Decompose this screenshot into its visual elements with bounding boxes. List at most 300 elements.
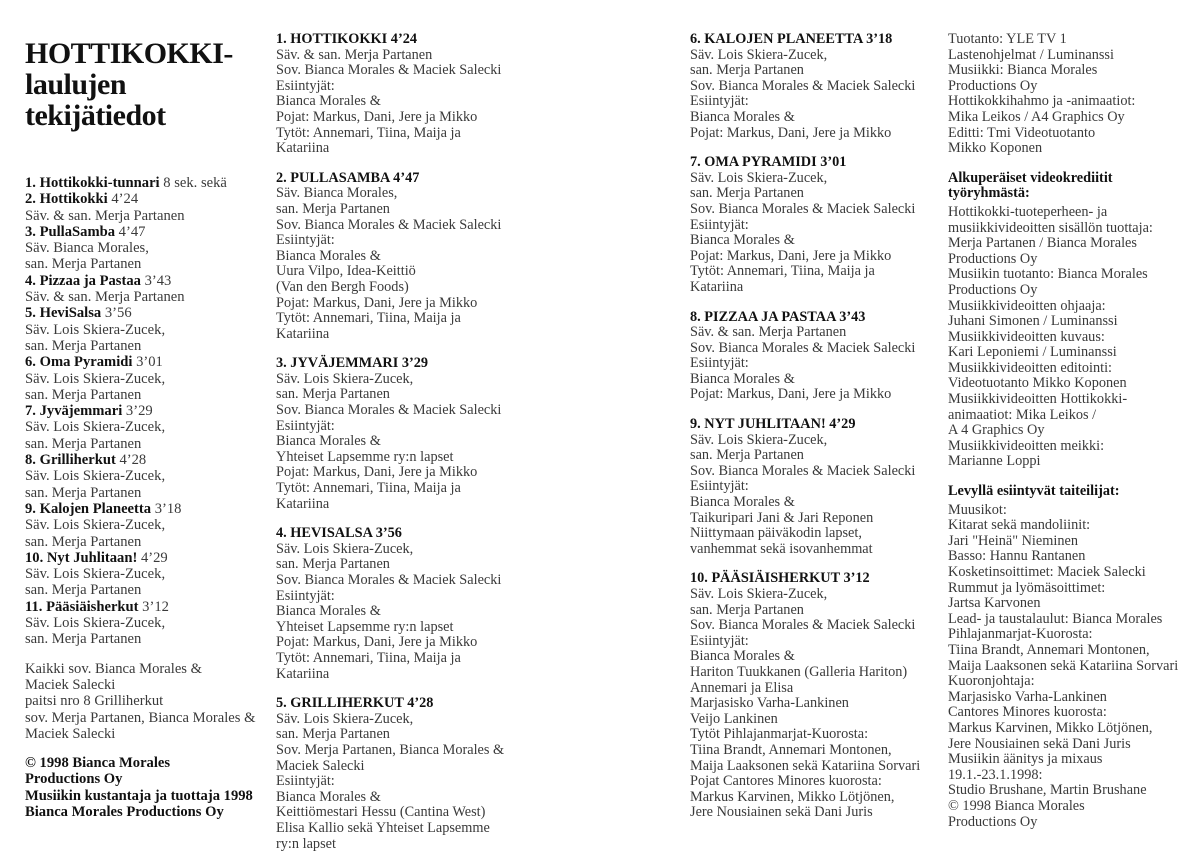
credit-text: Musiikki: Bianca Morales — [948, 62, 1098, 79]
credit-text: Säv. Bianca Morales, — [25, 240, 149, 257]
credit-text: Lastenohjelmat / Luminanssi — [948, 46, 1114, 63]
credit-text: Pojat: Markus, Dani, Jere ja Mikko — [690, 124, 892, 141]
credit-line — [276, 821, 526, 837]
credit-text: Säv. Lois Skiera-Zucek, — [25, 468, 166, 485]
heading-line: Alkuperäiset videokrediitit — [948, 169, 1113, 186]
credit-line — [25, 419, 265, 435]
credit-block — [276, 32, 526, 157]
credit-line — [948, 690, 1180, 706]
track-title: 8. Grilliherkut — [25, 452, 116, 469]
credit-text: Pojat: Markus, Dani, Jere ja Mikko — [276, 634, 478, 651]
track-title: 6. KALOJEN PLANEETTA 3’18 — [690, 31, 893, 47]
heading-line: Levyllä esiintyvät taiteilijat: — [948, 483, 1120, 500]
credit-line — [690, 712, 940, 728]
credit-line — [690, 171, 940, 187]
credit-line — [690, 79, 940, 95]
track-title: 2. PULLASAMBA 4’47 — [276, 169, 420, 186]
credit-line — [690, 264, 940, 280]
credit-text: Hottikokkihahmo ja -animaatiot: — [948, 93, 1136, 110]
credit-text: san. Merja Partanen — [25, 484, 142, 501]
credit-block — [690, 571, 940, 821]
credit-line — [276, 450, 526, 466]
credit-text: animaatiot: Mika Leikos / — [948, 406, 1097, 423]
credit-block — [690, 32, 940, 141]
credit-text: Esiintyjät: — [690, 632, 749, 649]
credit-block — [690, 417, 940, 557]
credit-line — [948, 612, 1180, 628]
credit-line — [948, 768, 1180, 784]
credit-line — [276, 186, 526, 202]
credit-line — [25, 191, 265, 207]
credit-line — [690, 155, 940, 171]
credit-text: Sov. Bianca Morales & Maciek Salecki — [690, 462, 916, 479]
credit-text: Säv. Lois Skiera-Zucek, — [25, 615, 166, 632]
credit-text: Jartsa Karvonen — [948, 595, 1041, 612]
track-title: 2. Hottikokki — [25, 191, 108, 208]
credit-text: Kosketinsoittimet: Maciek Salecki — [948, 564, 1146, 580]
track-title: Bianca Morales Productions Oy — [25, 803, 224, 820]
credit-line — [690, 479, 940, 495]
credit-line — [276, 573, 526, 589]
credit-line — [25, 256, 265, 272]
credit-text: san. Merja Partanen — [276, 726, 390, 743]
credit-text: san. Merja Partanen — [690, 185, 804, 202]
credit-line — [690, 356, 940, 372]
credit-text: Pojat: Markus, Dani, Jere ja Mikko — [690, 247, 892, 264]
credit-line — [948, 439, 1180, 455]
track-title: 5. GRILLIHERKUT 4’28 — [276, 695, 434, 712]
credit-text: san. Merja Partanen — [690, 601, 804, 618]
credit-line — [276, 790, 526, 806]
credit-text: Sov. Bianca Morales & Maciek Salecki — [690, 617, 916, 634]
credit-line — [25, 710, 265, 726]
credit-text: Bianca Morales & — [276, 433, 381, 450]
column-2 — [276, 32, 526, 866]
credit-line — [948, 565, 1180, 581]
credit-text: Muusikot: — [948, 501, 1007, 518]
credit-line — [690, 649, 940, 665]
credit-text: Musiikin tuotanto: Bianca Morales — [948, 266, 1148, 283]
credit-line — [276, 218, 526, 234]
credit-line — [276, 141, 526, 157]
credit-text: Rummut ja lyömäsoittimet: — [948, 579, 1106, 596]
credit-text: Säv. & san. Merja Partanen — [276, 46, 433, 63]
track-title: 4. HEVISALSA 3’56 — [276, 525, 402, 542]
credit-text: Musiikkivideoitten ohjaaja: — [948, 297, 1106, 314]
credit-line — [25, 371, 265, 387]
credit-text: Veijo Lankinen — [690, 710, 778, 727]
credit-line — [25, 273, 265, 289]
credit-text: Marianne Loppi — [948, 453, 1041, 470]
credit-text: Sov. Bianca Morales & Maciek Salecki — [276, 62, 502, 79]
credit-line — [276, 759, 526, 775]
credit-line — [25, 354, 265, 370]
column-3 — [690, 32, 940, 835]
credit-line — [690, 202, 940, 218]
credit-line — [276, 63, 526, 79]
credit-text: vanhemmat sekä isovanhemmat — [690, 540, 873, 557]
credit-line — [948, 314, 1180, 330]
credit-line — [25, 338, 265, 354]
credit-text: Tytöt: Annemari, Tiina, Maija ja — [276, 124, 461, 141]
section-heading — [948, 171, 1180, 202]
credit-line — [25, 501, 265, 517]
credit-line — [276, 419, 526, 435]
credit-text: san. Merja Partanen — [25, 631, 142, 648]
credit-text: Maciek Salecki — [25, 725, 116, 742]
credit-text: Videotuotanto Mikko Koponen — [948, 375, 1127, 392]
credit-line — [690, 542, 940, 558]
credit-line — [948, 549, 1180, 565]
credit-text: Elisa Kallio sekä Yhteiset Lapsemme — [276, 819, 490, 836]
credit-line — [276, 727, 526, 743]
credit-text: Sov. Bianca Morales & Maciek Salecki — [690, 77, 916, 94]
credit-text: Musiikin äänitys ja mixaus — [948, 751, 1103, 768]
column-4 — [948, 32, 1180, 844]
credit-line — [690, 587, 940, 603]
credit-text: Tytöt: Annemari, Tiina, Maija ja — [276, 310, 461, 327]
credit-line — [690, 618, 940, 634]
credit-line — [690, 233, 940, 249]
credit-line — [25, 289, 265, 305]
credit-line — [690, 48, 940, 64]
credit-text: Säv. & san. Merja Partanen — [25, 207, 185, 224]
credit-line — [948, 126, 1180, 142]
credit-line — [948, 705, 1180, 721]
credit-line — [25, 224, 265, 240]
credit-text: Sov. Bianca Morales & Maciek Salecki — [690, 200, 916, 217]
credit-text: Musiikkivideoitten kuvaus: — [948, 328, 1105, 345]
credit-line — [25, 322, 265, 338]
credit-text: san. Merja Partanen — [25, 337, 142, 354]
credit-text: Maija Laaksonen sekä Katariina Sorvari — [948, 657, 1179, 674]
credit-text: Sov. Bianca Morales & Maciek Salecki — [276, 572, 502, 588]
credit-text: Bianca Morales & — [276, 247, 381, 264]
credit-block — [690, 155, 940, 295]
track-title: 5. HeviSalsa — [25, 305, 102, 322]
credit-line — [690, 759, 940, 775]
credit-line — [690, 32, 940, 48]
credit-text: A 4 Graphics Oy — [948, 422, 1045, 439]
credit-line — [948, 721, 1180, 737]
credit-text: Bianca Morales & — [276, 788, 381, 805]
credit-line — [25, 582, 265, 598]
credit-line — [690, 571, 940, 587]
credit-line — [276, 202, 526, 218]
credit-text: Mika Leikos / A4 Graphics Oy — [948, 108, 1125, 125]
credit-text: Yhteiset Lapsemme ry:n lapset — [276, 448, 454, 465]
credit-line — [948, 815, 1180, 831]
credit-line — [25, 452, 265, 468]
credit-line — [948, 32, 1180, 48]
credit-text: Bianca Morales & — [690, 494, 795, 511]
credit-text: Jere Nousiainen sekä Dani Juris — [948, 735, 1131, 752]
credit-line — [276, 481, 526, 497]
credit-text: Säv. Lois Skiera-Zucek, — [690, 169, 828, 186]
credit-line — [948, 518, 1180, 534]
track-title: 7. OMA PYRAMIDI 3’01 — [690, 154, 847, 171]
credit-text: Katariina — [276, 665, 330, 682]
credit-text: Esiintyjät: — [690, 216, 749, 233]
credit-text: Tytöt: Annemari, Tiina, Maija ja — [276, 480, 461, 497]
credit-text: Basso: Hannu Rantanen — [948, 548, 1086, 565]
credit-line — [948, 627, 1180, 643]
credit-line — [948, 534, 1180, 550]
credit-line — [276, 79, 526, 95]
credit-text: Säv. Lois Skiera-Zucek, — [25, 419, 166, 436]
credit-line — [690, 433, 940, 449]
credit-line — [276, 497, 526, 513]
credit-text: Esiintyjät: — [276, 773, 335, 790]
title-line: HOTTIKOKKI- — [25, 37, 233, 70]
credit-line — [276, 356, 526, 372]
credit-line — [276, 403, 526, 419]
credit-block — [276, 171, 526, 343]
credit-text: Productions Oy — [948, 250, 1038, 267]
credit-text: Hottikokki-tuoteperheen- ja — [948, 203, 1108, 220]
credit-line — [948, 345, 1180, 361]
credit-text: Säv. Lois Skiera-Zucek, — [276, 710, 414, 727]
credit-text: Maciek Salecki — [276, 757, 365, 774]
credit-line — [690, 665, 940, 681]
credit-text: Bianca Morales & — [276, 603, 381, 620]
credit-text: Säv. Lois Skiera-Zucek, — [690, 431, 828, 448]
credit-line — [948, 503, 1180, 519]
credit-text: Kari Leponiemi / Luminanssi — [948, 344, 1117, 361]
credit-line — [690, 372, 940, 388]
credit-line — [690, 805, 940, 821]
credit-text: Katariina — [276, 495, 330, 512]
credit-line — [948, 376, 1180, 392]
credit-line — [948, 267, 1180, 283]
credit-text: Kuoronjohtaja: — [948, 673, 1035, 690]
credit-line — [948, 392, 1180, 408]
credit-block — [25, 755, 265, 820]
credit-line — [690, 310, 940, 326]
credit-text: Bianca Morales & — [690, 370, 795, 387]
credit-text: Niittymaan päiväkodin lapset, — [690, 525, 862, 542]
track-title: 1. HOTTIKOKKI 4’24 — [276, 31, 418, 47]
credit-line — [690, 110, 940, 126]
credit-text: Lead- ja taustalaulut: Bianca Morales — [948, 610, 1163, 627]
credit-line — [25, 677, 265, 693]
credit-text: 4’28 — [115, 452, 147, 469]
credit-line — [690, 743, 940, 759]
credit-line — [276, 557, 526, 573]
credit-line — [276, 743, 526, 759]
credit-text: Sov. Bianca Morales & Maciek Salecki — [276, 216, 502, 233]
credit-text: 4’29 — [137, 549, 168, 566]
credit-text: Jere Nousiainen sekä Dani Juris — [690, 804, 873, 821]
credit-line — [276, 589, 526, 605]
track-title: 4. Pizzaa ja Pastaa — [25, 272, 141, 289]
credit-text: Esiintyjät: — [276, 232, 335, 249]
credit-text: Uura Vilpo, Idea-Keittiö — [276, 263, 416, 280]
credit-text: Maciek Salecki — [25, 676, 116, 693]
heading-line: työryhmästä: — [948, 185, 1030, 202]
credit-line — [690, 495, 940, 511]
credit-line — [690, 126, 940, 142]
credit-line — [276, 171, 526, 187]
credit-text: Cantores Minores kuorosta: — [948, 704, 1107, 721]
credit-text: Säv. Bianca Morales, — [276, 185, 398, 202]
credit-text: Keittiömestari Hessu (Cantina West) — [276, 804, 486, 821]
track-title: 10. Nyt Juhlitaan! — [25, 549, 138, 566]
credit-line — [25, 534, 265, 550]
credit-block — [948, 484, 1180, 830]
title-line: laulujen — [25, 68, 127, 101]
credit-text: Kitarat sekä mandoliinit: — [948, 517, 1091, 534]
credit-line — [276, 32, 526, 48]
credit-line — [276, 249, 526, 265]
credit-text: (Van den Bergh Foods) — [276, 278, 409, 295]
credit-text: Pihlajanmarjat-Kuorosta: — [948, 626, 1093, 643]
credit-line — [276, 387, 526, 403]
credit-line — [25, 517, 265, 533]
credit-line — [690, 249, 940, 265]
credit-text: 3’12 — [138, 598, 169, 615]
credit-line — [948, 643, 1180, 659]
track-title: 7. Jyväjemmari — [25, 403, 123, 420]
title-line: tekijätiedot — [25, 99, 166, 132]
credit-text: 3’01 — [132, 354, 163, 371]
credit-text: 3’18 — [151, 500, 182, 517]
credit-line — [25, 755, 265, 771]
document-title — [25, 38, 265, 131]
credit-text: san. Merja Partanen — [276, 200, 390, 217]
credit-line — [25, 788, 265, 804]
credit-text: Studio Brushane, Martin Brushane — [948, 782, 1147, 799]
credit-text: Sov. Bianca Morales & Maciek Salecki — [690, 339, 916, 356]
credit-text: Sov. Bianca Morales & Maciek Salecki — [276, 402, 502, 419]
credit-text: Pojat: Markus, Dani, Jere ja Mikko — [276, 108, 478, 125]
credit-block — [948, 171, 1180, 470]
credit-line — [948, 330, 1180, 346]
credit-line — [25, 305, 265, 321]
credit-text: Tytöt: Annemari, Tiina, Maija ja — [276, 649, 461, 666]
credit-line — [690, 603, 940, 619]
credit-line — [948, 79, 1180, 95]
credit-line — [948, 110, 1180, 126]
credit-line — [948, 252, 1180, 268]
credit-text: 3’56 — [101, 305, 132, 322]
section-heading — [948, 484, 1180, 500]
credit-block — [25, 175, 265, 648]
credit-text: 3’29 — [122, 403, 153, 420]
credit-line — [276, 667, 526, 683]
credit-text: 3’43 — [140, 272, 172, 289]
credit-text: Mikko Koponen — [948, 140, 1043, 157]
credit-text: 4’24 — [107, 191, 139, 208]
credit-text: Markus Karvinen, Mikko Lötjönen, — [948, 719, 1153, 736]
credit-text: san. Merja Partanen — [25, 533, 142, 550]
credit-text: Productions Oy — [948, 77, 1038, 94]
credit-line — [276, 264, 526, 280]
credit-line — [690, 774, 940, 790]
credit-line — [276, 712, 526, 728]
credit-text: Tytöt Pihlajanmarjat-Kuorosta: — [690, 726, 869, 743]
credit-text: Marjasisko Varha-Lankinen — [948, 688, 1107, 705]
credit-line — [690, 218, 940, 234]
credit-text: san. Merja Partanen — [25, 256, 142, 273]
credit-line — [25, 208, 265, 224]
credit-line — [948, 423, 1180, 439]
credit-line — [25, 693, 265, 709]
credit-line — [25, 566, 265, 582]
credit-block — [276, 526, 526, 682]
track-title: 8. PIZZAA JA PASTAA 3’43 — [690, 308, 866, 325]
credit-line — [690, 790, 940, 806]
credit-text: Bianca Morales & — [690, 108, 795, 125]
credit-text: Säv. & san. Merja Partanen — [690, 324, 847, 341]
credit-line — [690, 186, 940, 202]
credit-line — [25, 403, 265, 419]
credit-text: Säv. Lois Skiera-Zucek, — [276, 540, 414, 557]
credit-text: Säv. Lois Skiera-Zucek, — [25, 517, 166, 534]
credit-text: Markus Karvinen, Mikko Lötjönen, — [690, 788, 895, 805]
credit-text: Säv. Lois Skiera-Zucek, — [690, 586, 828, 602]
track-title: 11. Pääsiäisherkut — [25, 598, 139, 615]
credit-line — [276, 48, 526, 64]
credit-line — [276, 110, 526, 126]
credit-line — [690, 681, 940, 697]
credit-line — [948, 221, 1180, 237]
credit-text: Tiina Brandt, Annemari Montonen, — [690, 741, 892, 758]
credit-line — [948, 94, 1180, 110]
credit-text: Säv. Lois Skiera-Zucek, — [276, 370, 414, 387]
track-title: 9. Kalojen Planeetta — [25, 500, 152, 517]
credit-line — [690, 417, 940, 433]
credit-text: san. Merja Partanen — [276, 556, 390, 573]
credit-text: Säv. Lois Skiera-Zucek, — [690, 46, 828, 63]
credit-text: Juhani Simonen / Luminanssi — [948, 313, 1118, 330]
credit-text: Editti: Tmi Videotuotanto — [948, 124, 1096, 141]
credit-line — [276, 805, 526, 821]
credit-text: Sov. Merja Partanen, Bianca Morales & — [276, 741, 505, 758]
credit-block — [276, 696, 526, 852]
credit-line — [276, 311, 526, 327]
credit-text: Säv. Lois Skiera-Zucek, — [25, 566, 166, 583]
credit-text: san. Merja Partanen — [276, 386, 390, 403]
credit-line — [276, 651, 526, 667]
credit-text: Säv. & san. Merja Partanen — [25, 289, 185, 306]
credit-line — [948, 454, 1180, 470]
credit-line — [948, 141, 1180, 157]
credit-line — [948, 596, 1180, 612]
credit-text: Pojat: Markus, Dani, Jere ja Mikko — [690, 386, 892, 403]
credit-text: Esiintyjät: — [690, 93, 749, 110]
credit-text: Marjasisko Varha-Lankinen — [690, 695, 849, 712]
column-1 — [25, 32, 265, 833]
credit-text: Pojat: Markus, Dani, Jere ja Mikko — [276, 464, 478, 481]
credit-line — [25, 550, 265, 566]
credit-line — [276, 635, 526, 651]
credit-text: Tytöt: Annemari, Tiina, Maija ja — [690, 263, 875, 280]
credit-line — [25, 485, 265, 501]
credit-line — [276, 542, 526, 558]
credit-line — [25, 175, 265, 191]
credit-text: Annemari ja Elisa — [690, 679, 794, 696]
credit-line — [948, 799, 1180, 815]
credit-block — [690, 310, 940, 404]
track-title: 10. PÄÄSIÄISHERKUT 3’12 — [690, 570, 870, 587]
credit-text: Katariina — [276, 140, 330, 157]
credit-line — [276, 94, 526, 110]
track-title: 1. Hottikokki-tunnari — [25, 175, 160, 191]
credit-line — [276, 837, 526, 853]
credit-text: san. Merja Partanen — [690, 62, 804, 79]
credit-line — [25, 615, 265, 631]
